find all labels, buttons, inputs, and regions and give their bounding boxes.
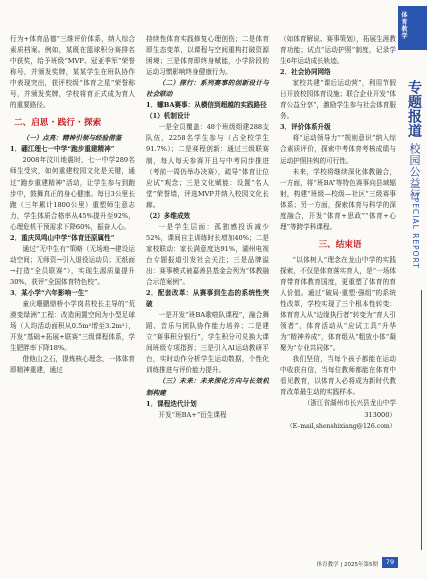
paragraph: 开发“班BA+”衍生课程 xyxy=(158,410,227,419)
paragraph: 将“运动领导力”“规则意识”纳入综合素质评价，探索中考体育考核成绩与运动护照挂钩的可行性。 xyxy=(280,134,396,165)
paragraph: （2）多维成效 xyxy=(146,211,191,220)
paragraph: （二）探行：系列赛事的创新设计与社会联动 xyxy=(146,79,269,99)
paragraph: 1．螺BA赛事：从横信到超越的实践路径 xyxy=(146,101,267,110)
paragraph: （一）点亮：精神引领与经验借鉴 xyxy=(22,134,122,143)
paragraph: 1．课程迭代计划 xyxy=(146,399,197,408)
footer-journal-issue: 体育教学 | 2025年第5期 xyxy=(316,562,378,568)
sidebar-vertical-rule xyxy=(421,290,422,550)
paragraph: 未来，学校将继续深化体教融合，一方面，将“班BA”等特色赛事向县域辐射，构建“班级—校级—社区”三级赛事体系；另一方面，探索体育与科学的深度融合，开发“体育+思政”“体育+心理”等跨学科课程。 xyxy=(280,167,396,231)
paragraph: 2．重庆凤鸣山中学“体育还原属性” xyxy=(10,233,115,242)
paragraph: 童庆珊鹏鼎桥小学岗君校长主导的“荒漠变绿洲”工程：改造闲置空间为小型足球场（人均活动面积从0.5m²增至3.2m²），开发“基础+拓展+联赛”三级课程体系，学生肥胖率下降18%。 xyxy=(10,300,135,353)
journal-tab xyxy=(398,6,427,50)
column-2 xyxy=(146,34,269,534)
paragraph: 三、结束语 xyxy=(318,239,362,250)
paragraph: 一是全员覆盖：48个班级组建288支队伍，2258名学生参与（占全校学生91.7%）；二是赛程创新：通过三级联赛制，每人每天参赛开且与中考同步推进（考前一周仍举办决赛），疏导“体育让位应试”观念；三是文化赋能：设置“名人堂”荣誉墙，评选MVP并纳入校园文化长廊。 xyxy=(146,123,269,209)
paragraph: 3．评价体系升级 xyxy=(280,123,331,132)
paragraph: （三）未来：未来深化方向与长效机制构建 xyxy=(146,377,269,397)
paragraph: （1）机制设计 xyxy=(146,112,191,121)
paragraph: 家校共建“课后运动营”，利用节假日开放校园体育设施；联合企业开发“体育公益分享”，激励学生参与社会体育服务。 xyxy=(280,79,396,121)
column-1 xyxy=(10,34,135,534)
column-3 xyxy=(280,34,396,534)
paragraph: 2008年汶川地震时，七一中学289名师生受灾，如何重建校园文化是关键，通过“跑步重建精神”活动，让学生参与到跑步中，鼓舞真正的身心健康。每日3公里长跑（三年累计1800公里）重塑师生意志力，学生体质合格率从45%提升至92%，心理危机干预需求下降60%，振奋人心。 xyxy=(10,156,135,231)
page-footer xyxy=(280,557,398,571)
section-subtitle: 校园公益行 xyxy=(408,142,421,201)
paragraph: 2．社会协同网络 xyxy=(280,68,331,77)
section-title: 专题报道 xyxy=(406,80,422,138)
paragraph: 1．硼江理七一中学“跑步重建精神” xyxy=(10,145,115,154)
section-title-vertical xyxy=(404,80,424,200)
paragraph: 通过“无中生有”策略（无场地→建设运动空间；无师资→引入退役运动员；无纸面→打造“全员联赛”），实现生源质量提升30%，获评“全国体育特色校”。 xyxy=(10,244,135,286)
tab-line-1: 体育 xyxy=(401,12,408,26)
paragraph: （E–mail,shenshixiang@126.com） xyxy=(286,422,396,430)
paragraph: （如体育解说、赛事策划），拓展生涯教育功能；试点“运动护照”制度，记录学生6年运动成长轨迹。 xyxy=(280,35,396,66)
page-number: 79 xyxy=(382,557,398,568)
paragraph: “以体树人”理念在龙山中学的实践探索，不仅是体育落实育人，是“一场体育带育体教育国度，更重塑了体育的育人价值。通过“破局·重塑·强组”的系统性改革，学校实现了三个根本性转变：体育育人从“边缘执行者”转变为“育人引领者”，体育活动从“应试工具”升华为“精神养成”，体育组从“粗放小体”凝聚为“专业共同体”。 xyxy=(280,255,396,353)
section-english-title: SPECIAL REPORT xyxy=(411,192,420,269)
paragraph: 持续性体育实践修复心理创伤；二是体育即生态变革，以课程与空间重构打破资源困境；三是体育即终身赋能，小学阶段的运动习惯影响终身健康行为。 xyxy=(146,35,269,77)
paragraph: 3．某小学“六年影响一生” xyxy=(10,288,89,297)
paragraph: 一是学生层面：孤独感投诉减少52%，课间自主训练时长增加40%；二是家校联动：家长满意度达91%，湖州电视台专题报道引发社会关注；三是品牌溢出：赛事模式被嘉善县基金会列为“体教融合示范案例”。 xyxy=(146,222,269,287)
paragraph: 2．配套改革：从赛事到生态的系统性突破 xyxy=(146,289,269,309)
paragraph: 二、启思 · 践行 · 探索 xyxy=(14,118,102,129)
paragraph: 借他山之石，提炼核心理念，一体体育即精神重建，通过 xyxy=(10,355,135,375)
paragraph: 一是开发“班BA歌啦队课程”，融合舞蹈、音乐与团队协作能力培养；二是建立“赛事积分银行”，学生积分可兑换大课间班级专项指挥；三是引入AI运动教研平台，实时动作分析学生运动数据，个性化训练推进与评价能力提升。 xyxy=(146,311,269,375)
tab-line-2: 教学 xyxy=(401,26,408,40)
paragraph: 行为+体育品德”三维评价体系，纳入综合素质档案。例如，某既在篮球积分赛排名中获奖，给予班级“MVP、冠亚季军”荣誉称号，并颁发奖牌，某某学生在班队协作中表现突出，获评校级“体育之星”荣誉称号，并颁发奖牌，学校将育正式成为育人的重要路径。 xyxy=(10,35,135,110)
paragraph: 我们坚信，当每个孩子都能在运动中收获自信，当每位教师都能在体育中看见教育，以体育人必将成为新时代教育改革最生动的实践样本。 xyxy=(280,355,396,397)
paragraph: （浙江省湖州市长兴县龙山中学 313000） xyxy=(303,399,396,419)
